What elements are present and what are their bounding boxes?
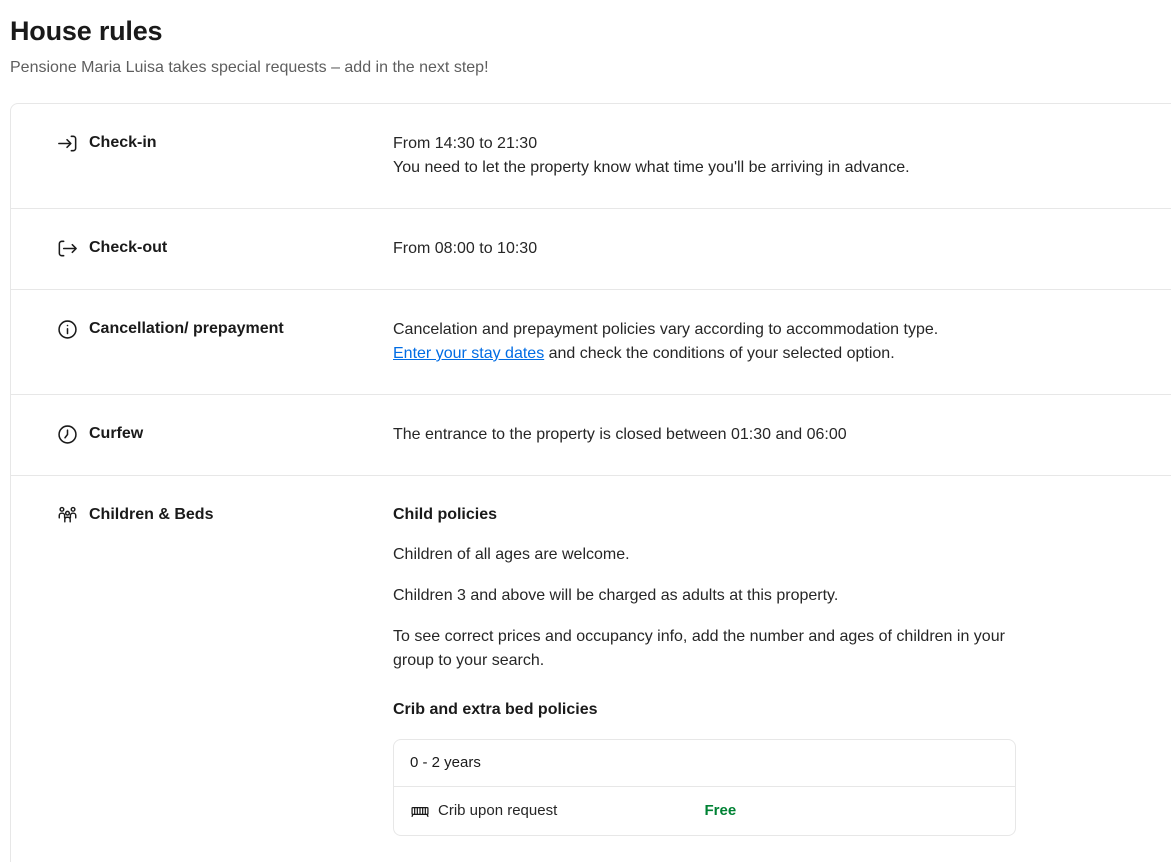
crib-policies-heading: Crib and extra bed policies [393, 701, 598, 718]
child-policy-paragraph: To see correct prices and occupancy info, add the number and ages of children in your group to your search. [393, 628, 1005, 669]
rule-body-check-out [393, 237, 1013, 261]
rule-body-children-beds [393, 504, 1013, 836]
rule-label: Check-in [89, 134, 157, 151]
check-in-icon [55, 131, 79, 155]
cancellation-text-after-link: and check the conditions of your selected option. [544, 345, 895, 362]
rule-body-check-in [393, 132, 1013, 180]
crib-table-age-range: 0 - 2 years [394, 740, 1015, 787]
rule-label: Children & Beds [89, 506, 214, 523]
rule-row-children-beds-header [55, 504, 393, 836]
house-rules-card [10, 103, 1171, 862]
crib-price: Free [704, 802, 737, 819]
rule-row-curfew-header [55, 423, 393, 447]
enter-stay-dates-link[interactable]: Enter your stay dates [393, 345, 545, 362]
rule-row-check-in-header [55, 132, 393, 180]
cancellation-text-line1: Cancelation and prepayment policies vary according to accommodation type. [393, 321, 939, 338]
rule-row-children-beds [11, 475, 1171, 862]
rule-label: Curfew [89, 425, 144, 442]
rule-row-cancellation [11, 289, 1171, 394]
rule-body-curfew [393, 423, 1013, 447]
check-out-icon [55, 236, 79, 260]
rule-row-check-out-header [55, 237, 393, 261]
crib-item [410, 799, 705, 823]
crib-policy-table [393, 739, 1016, 836]
crib-icon [410, 801, 430, 821]
rule-row-check-out [11, 208, 1171, 289]
rule-row-cancellation-header [55, 318, 393, 366]
page-subtitle: Pensione Maria Luisa takes special requests – add in the next step! [10, 59, 489, 76]
child-policy-paragraph: Children 3 and above will be charged as adults at this property. [393, 587, 839, 604]
crib-table-row [394, 787, 1015, 835]
child-policies-heading: Child policies [393, 506, 498, 523]
rule-row-check-in [11, 104, 1171, 208]
clock-icon [55, 422, 79, 446]
check-out-hours: From 08:00 to 10:30 [393, 240, 538, 257]
crib-item-label: Crib upon request [438, 802, 558, 819]
rule-label: Check-out [89, 239, 168, 256]
curfew-hours: The entrance to the property is closed between 01:30 and 06:00 [393, 426, 847, 443]
child-policy-paragraph: Children of all ages are welcome. [393, 546, 630, 563]
info-icon [55, 317, 79, 341]
rule-label: Cancellation/ prepayment [89, 320, 284, 337]
rule-body-cancellation [393, 318, 1013, 366]
family-icon [55, 503, 79, 527]
page-title: House rules [10, 16, 163, 46]
check-in-hours: From 14:30 to 21:30 [393, 135, 538, 152]
check-in-note: You need to let the property know what time you'll be arriving in advance. [393, 159, 910, 176]
rule-row-curfew [11, 394, 1171, 475]
cancellation-text-line2 [393, 342, 1013, 366]
